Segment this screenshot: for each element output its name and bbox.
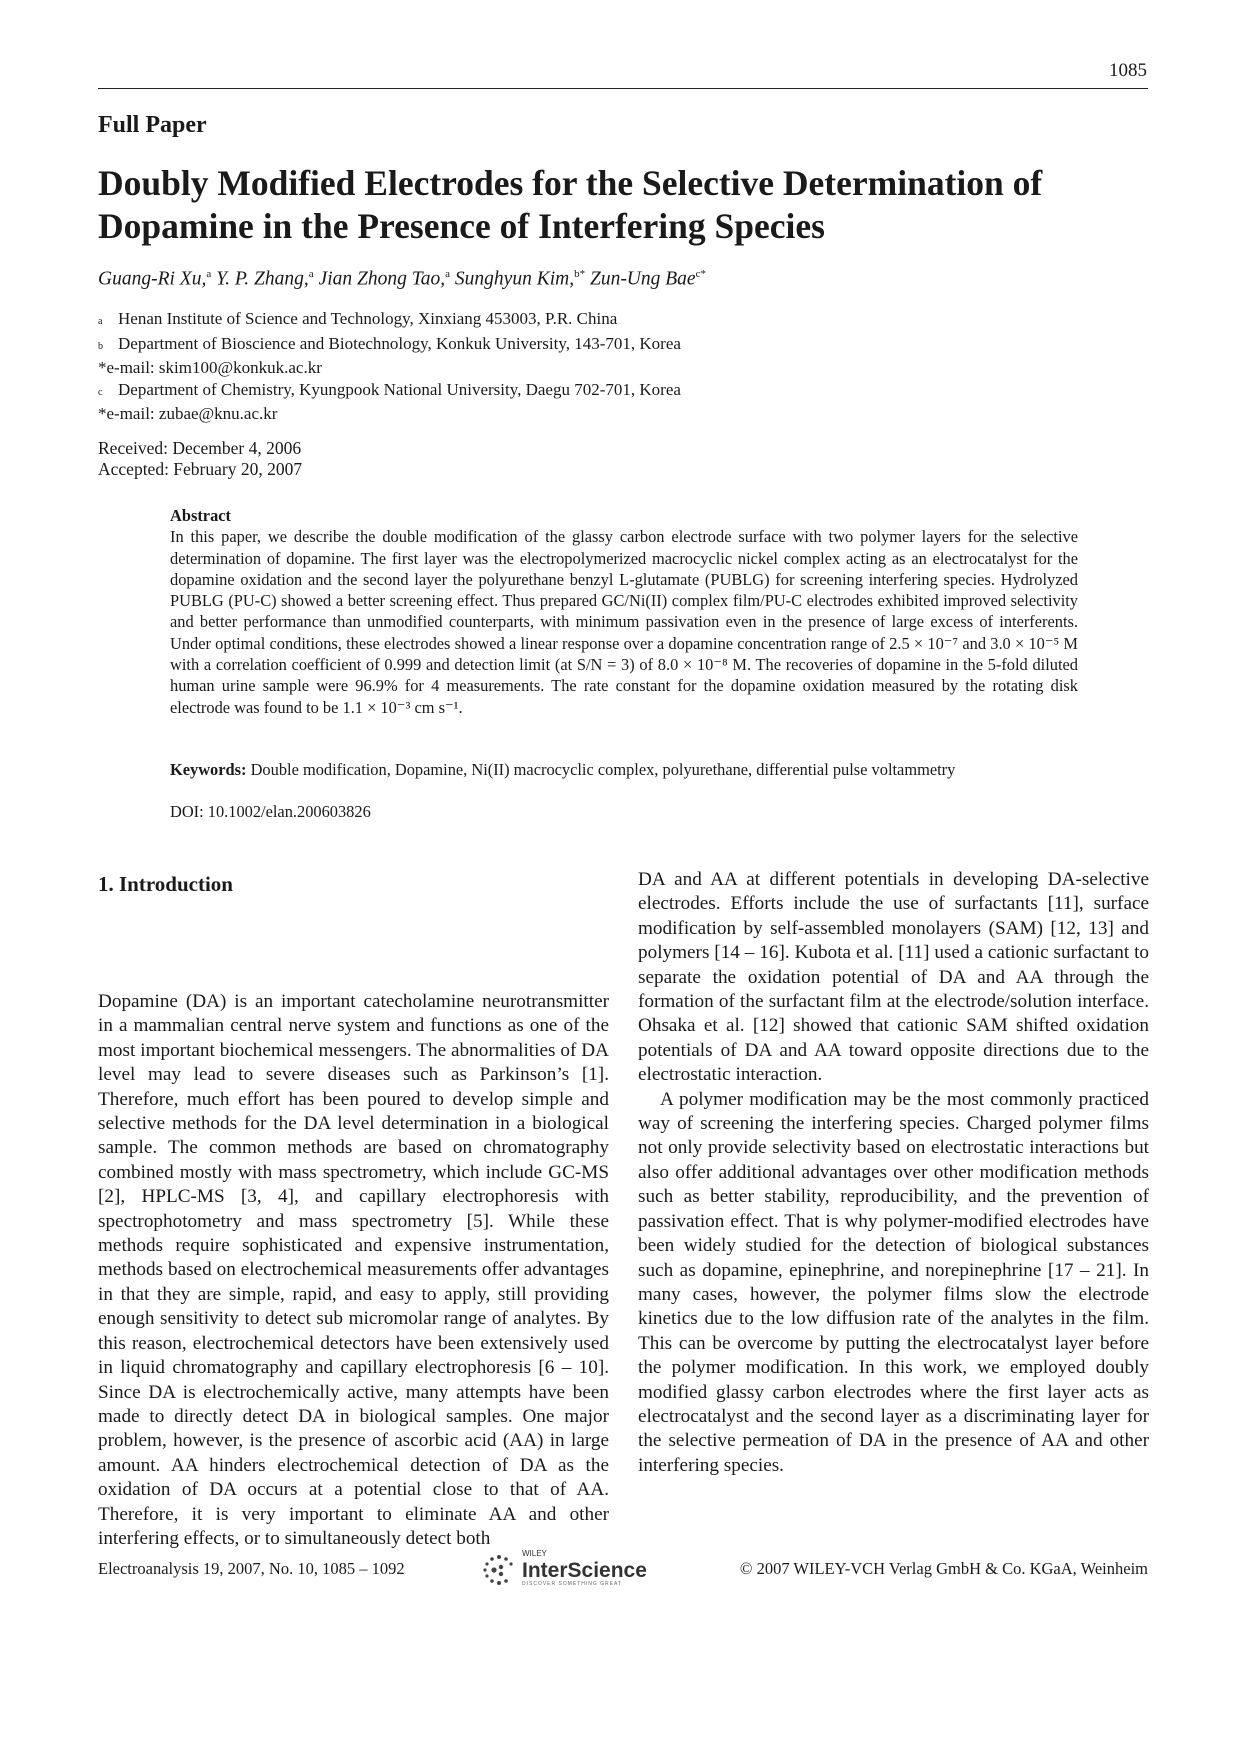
logo-wordmark: InterScience (522, 1559, 647, 1582)
interscience-swirl-icon (480, 1553, 518, 1587)
affiliation-item (98, 379, 681, 404)
abstract-heading: Abstract (170, 506, 231, 525)
page-number: 1085 (1109, 60, 1147, 81)
section-label: Full Paper (98, 112, 207, 138)
doi: DOI: 10.1002/elan.200603826 (170, 802, 371, 821)
keywords-label: Keywords: (170, 760, 247, 779)
keywords-text: Double modification, Dopamine, Ni(II) macrocyclic complex, polyurethane, differential pulse voltammetry (250, 760, 956, 779)
header-rule (98, 88, 1148, 89)
author-affiliation-mark: a (445, 268, 451, 280)
right-column (638, 868, 1149, 1478)
abstract (170, 505, 1078, 718)
author-affiliation-mark: c* (695, 268, 706, 280)
affiliation-email: *e-mail: skim100@konkuk.ac.kr (98, 358, 322, 377)
received-date: Received: December 4, 2006 (98, 438, 302, 458)
paper-title: Doubly Modified Electrodes for the Selective Determination of Dopamine in the Presence of Interfering Species (98, 163, 1043, 246)
introduction-heading: 1. Introduction (98, 872, 233, 896)
author-name: Sunghyun Kim, (454, 268, 575, 290)
author-name: Jian Zhong Tao, (318, 268, 446, 290)
author-name: Y. P. Zhang, (216, 268, 309, 290)
logo-tagline: DISCOVER SOMETHING GREAT (522, 1581, 623, 1587)
author-affiliation-mark: a (206, 268, 212, 280)
journal-citation: Electroanalysis 19, 2007, No. 10, 1085 – 1092 (98, 1559, 405, 1578)
copyright-notice: © 2007 WILEY-VCH Verlag GmbH & Co. KGaA, Weinheim (739, 1559, 1148, 1578)
interscience-logo (478, 1549, 648, 1589)
abstract-body: In this paper, we describe the double modification of the glassy carbon electrode surface with two polymer layers for the selective determination of dopamine. The first layer was the electropolymerized macrocyclic nickel complex acting as an electrocatalyst for the dopamine oxidation and the second layer the polyurethane benzyl L-glutamate (PUBLG) for screening interfering species. Hydrolyzed PUBLG (PU-C) showed a better screening effect. Thus prepared GC/Ni(II) complex film/PU-C electrodes exhibited improved selectivity and better performance than unmodified counterparts, with minimum passivation even in the presence of large excess of interferents. Under optimal conditions, these electrodes showed a linear response over a dopamine concentration range of 2.5 × 10⁻⁷ and 3.0 × 10⁻⁵ M with a correlation coefficient of 0.999 and detection limit (at S/N = 3) of 8.0 × 10⁻⁸ M. The recoveries of dopamine in the 5-fold diluted human urine sample were 96.9% for 4 measurements. The rate constant for the dopamine oxidation measured by the rotating disk electrode was found to be 1.1 × 10⁻³ cm s⁻¹. (170, 527, 1078, 717)
introduction-paragraph: DA and AA at different potentials in developing DA-selective electrodes. Efforts include the use of surfactants [11], surface modification by self-assembled monolayers (SAM) [12, 13] and polymers [14 – 16]. Kubota et al. [11] used a cationic surfactant to separate the oxidation potential of DA and AA through the formation of the surfactant film at the electrode/solution interface. Ohsaka et al. [12] showed that cationic SAM shifted oxidation potentials of DA and AA toward opposite directions due to the electrostatic interaction. (638, 869, 1149, 1086)
affiliation-list (98, 308, 681, 425)
affiliation-item (98, 308, 681, 333)
author-affiliation-mark: b* (574, 268, 586, 280)
affiliation-mark: a (98, 316, 103, 327)
article-dates (98, 438, 302, 480)
affiliation-mark: c (98, 386, 103, 398)
page-footer (98, 1549, 1148, 1587)
affiliation-mark: b (98, 340, 103, 352)
author-name: Guang-Ri Xu, (98, 268, 207, 290)
author-name: Zun-Ung Bae (589, 268, 696, 290)
logo-wiley-label: WILEY (522, 1549, 547, 1558)
affiliation-text: Henan Institute of Science and Technology, Xinxiang 453003, P.R. China (118, 309, 618, 328)
author-list (98, 268, 706, 291)
keywords (170, 760, 955, 780)
author-affiliation-mark: a (308, 268, 314, 280)
left-column (98, 990, 609, 1551)
affiliation-text: Department of Chemistry, Kyungpook National University, Daegu 702-701, Korea (118, 379, 681, 399)
affiliation-text: Department of Bioscience and Biotechnology, Konkuk University, 143-701, Korea (118, 333, 681, 353)
introduction-paragraph: A polymer modification may be the most commonly practiced way of screening the interfering species. Charged polymer films not only provide selectivity based on electrostatic interactions but also offer additional advantages over other modification methods such as better stability, reproducibility, and the prevention of passivation effect. That is why polymer-modified electrodes have been widely studied for the detection of biological substances such as dopamine, epinephrine, and norepinephrine [17 – 21]. In many cases, however, the polymer films slow the electrode kinetics due to the low diffusion rate of the analytes in the film. This can be overcome by putting the electrocatalyst layer before the polymer modification. In this work, we employed doubly modified glassy carbon electrodes where the first layer acts as electrocatalyst and the second layer as a discriminating layer for the selective permeation of DA in the presence of AA and other interfering species. (638, 1088, 1149, 1476)
affiliation-item (98, 333, 681, 358)
introduction-paragraph: Dopamine (DA) is an important catecholamine neurotransmitter in a mammalian central nerve system and functions as one of the most important biochemical messengers. The abnormalities of DA level may lead to severe diseases such as Parkinson’s [1]. Therefore, much effort has been poured to develop simple and selective methods for the DA level determination in a biological sample. The common methods are based on chromatography combined mostly with mass spectrometry, which include GC-MS [2], HPLC-MS [3, 4], and capillary electrophoresis with spectrophotometry and mass spectrometry [5]. While these methods require sophisticated and expensive instrumentation, methods based on electrochemical measurements offer advantages in that they are simple, rapid, and easy to apply, still providing enough sensitivity to detect sub micromolar range of analytes. By this reason, electrochemical detectors have been extensively used in liquid chromatography and capillary electrophoresis [6 – 10]. Since DA is electrochemically active, many attempts have been made to directly detect DA in biological samples. One major problem, however, is the presence of ascorbic acid (AA) in large amount. AA hinders electrochemical detection of DA as the oxidation of DA occurs at a potential close to that of AA. Therefore, it is very important to eliminate AA and other interfering effects, or to simultaneously detect both (98, 991, 609, 1549)
affiliation-email: *e-mail: zubae@knu.ac.kr (98, 404, 278, 423)
accepted-date: Accepted: February 20, 2007 (98, 459, 303, 479)
